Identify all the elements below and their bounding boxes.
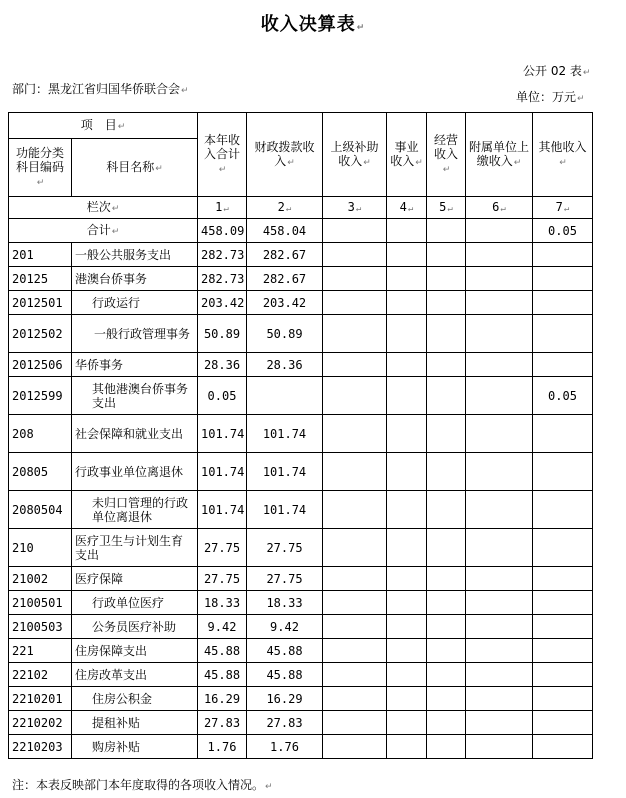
row-code: 21002 [9,567,72,591]
income-table [8,112,593,759]
row-affiliated [466,615,533,639]
superior-subsidy-header: 上级补助收入↵ [323,113,387,197]
row-name: 住房保障支出 [72,639,198,663]
table-row [9,267,593,291]
row-affiliated [466,529,533,567]
row-superior [323,353,387,377]
total-superior [323,219,387,243]
row-name: 购房补贴 [72,735,198,759]
row-affiliated [466,415,533,453]
row-name: 一般行政管理事务 [72,315,198,353]
row-total: 203.42 [198,291,247,315]
row-other [533,687,593,711]
fiscal-allocation-header: 财政拨款收入↵ [247,113,323,197]
row-total: 101.74 [198,491,247,529]
row-fiscal: 27.75 [247,567,323,591]
row-superior [323,453,387,491]
row-superior [323,415,387,453]
row-fiscal: 27.83 [247,711,323,735]
operating-income-header: 经营收入↵ [427,113,466,197]
row-operating [427,711,466,735]
row-affiliated [466,735,533,759]
row-name: 行政单位医疗 [72,591,198,615]
row-fiscal: 50.89 [247,315,323,353]
row-total: 282.73 [198,243,247,267]
row-fiscal: 203.42 [247,291,323,315]
row-affiliated [466,491,533,529]
row-operating [427,615,466,639]
row-name: 未归口管理的行政单位离退休 [72,491,198,529]
row-name: 住房公积金 [72,687,198,711]
row-name: 行政事业单位离退休 [72,453,198,491]
row-fiscal: 9.42 [247,615,323,639]
row-total: 1.76 [198,735,247,759]
row-affiliated [466,453,533,491]
row-total: 28.36 [198,353,247,377]
row-code: 221 [9,639,72,663]
row-business [387,267,427,291]
row-total: 282.73 [198,267,247,291]
business-income-header: 事业收入↵ [387,113,427,197]
table-note: 注：本表反映部门本年度取得的各项收入情况。↵ [12,778,273,792]
row-total: 27.75 [198,567,247,591]
row-code: 2210203 [9,735,72,759]
row-superior [323,663,387,687]
row-total: 27.83 [198,711,247,735]
row-superior [323,735,387,759]
row-name: 提租补贴 [72,711,198,735]
table-row [9,663,593,687]
column-number: 7↵ [533,197,593,219]
row-operating [427,291,466,315]
row-fiscal: 45.88 [247,663,323,687]
row-business [387,639,427,663]
row-total: 101.74 [198,415,247,453]
table-row [9,453,593,491]
row-name: 港澳台侨事务 [72,267,198,291]
column-number: 5↵ [427,197,466,219]
row-superior [323,567,387,591]
row-total: 45.88 [198,639,247,663]
row-business [387,291,427,315]
table-row [9,415,593,453]
row-affiliated [466,663,533,687]
row-fiscal: 282.67 [247,243,323,267]
row-code: 2100501 [9,591,72,615]
column-number-row [9,197,593,219]
row-operating [427,639,466,663]
table-row [9,291,593,315]
row-operating [427,529,466,567]
row-other [533,267,593,291]
row-other: 0.05 [533,377,593,415]
row-superior [323,377,387,415]
row-other [533,615,593,639]
row-name: 行政运行 [72,291,198,315]
row-operating [427,315,466,353]
row-name: 其他港澳台侨事务支出 [72,377,198,415]
row-total: 45.88 [198,663,247,687]
row-total: 0.05 [198,377,247,415]
row-other [533,711,593,735]
row-business [387,453,427,491]
row-operating [427,453,466,491]
row-other [533,415,593,453]
total-fiscal: 458.04 [247,219,323,243]
affiliated-income-header: 附属单位上缴收入↵ [466,113,533,197]
name-header: 科目名称↵ [72,139,198,197]
column-number: 3↵ [323,197,387,219]
code-header: 功能分类科目编码↵ [9,139,72,197]
row-affiliated [466,711,533,735]
row-name: 一般公共服务支出 [72,243,198,267]
row-other [533,639,593,663]
row-operating [427,243,466,267]
row-affiliated [466,267,533,291]
row-operating [427,591,466,615]
table-row [9,315,593,353]
row-operating [427,491,466,529]
row-fiscal: 101.74 [247,415,323,453]
row-other [533,735,593,759]
row-total: 50.89 [198,315,247,353]
row-code: 2080504 [9,491,72,529]
table-row [9,529,593,567]
row-name: 社会保障和就业支出 [72,415,198,453]
row-code: 2210202 [9,711,72,735]
row-other [533,491,593,529]
total-business [387,219,427,243]
row-total: 101.74 [198,453,247,491]
column-number: 1↵ [198,197,247,219]
total-income-header: 本年收入合计↵ [198,113,247,197]
row-code: 2210201 [9,687,72,711]
row-fiscal: 1.76 [247,735,323,759]
table-row [9,615,593,639]
row-total: 9.42 [198,615,247,639]
department-label: 部门：黑龙江省归国华侨联合会↵ [12,82,189,96]
row-business [387,315,427,353]
row-fiscal: 16.29 [247,687,323,711]
table-row [9,353,593,377]
row-business [387,243,427,267]
row-other [533,663,593,687]
row-superior [323,639,387,663]
row-fiscal: 18.33 [247,591,323,615]
row-code: 2012501 [9,291,72,315]
row-business [387,687,427,711]
row-operating [427,687,466,711]
row-code: 20805 [9,453,72,491]
row-affiliated [466,567,533,591]
table-row [9,591,593,615]
row-affiliated [466,243,533,267]
row-business [387,353,427,377]
row-fiscal: 282.67 [247,267,323,291]
row-superior [323,243,387,267]
row-business [387,735,427,759]
row-business [387,415,427,453]
page-title: 收入决算表↵ [260,14,366,35]
row-affiliated [466,687,533,711]
row-operating [427,267,466,291]
row-fiscal: 101.74 [247,491,323,529]
column-number: 2↵ [247,197,323,219]
row-other [533,567,593,591]
row-business [387,591,427,615]
column-number: 6↵ [466,197,533,219]
row-superior [323,711,387,735]
table-row [9,735,593,759]
row-fiscal: 28.36 [247,353,323,377]
row-other [533,529,593,567]
unit-label: 单位：万元↵ [516,90,585,104]
row-code: 2012502 [9,315,72,353]
row-superior [323,491,387,529]
row-code: 208 [9,415,72,453]
header-row [9,113,593,139]
form-number: 公开 02 表↵ [523,64,591,78]
row-affiliated [466,291,533,315]
row-affiliated [466,315,533,353]
row-operating [427,663,466,687]
total-other: 0.05 [533,219,593,243]
row-code: 2012506 [9,353,72,377]
table-row [9,567,593,591]
row-business [387,377,427,415]
row-superior [323,615,387,639]
row-name: 华侨事务 [72,353,198,377]
row-other [533,353,593,377]
row-superior [323,291,387,315]
table-row [9,491,593,529]
table-row [9,687,593,711]
row-affiliated [466,353,533,377]
row-operating [427,735,466,759]
table-row [9,639,593,663]
row-business [387,615,427,639]
item-header: 项 目↵ [9,113,198,139]
row-affiliated [466,639,533,663]
row-superior [323,315,387,353]
table-row [9,377,593,415]
row-affiliated [466,377,533,415]
row-name: 住房改革支出 [72,663,198,687]
other-income-header: 其他收入↵ [533,113,593,197]
row-other [533,453,593,491]
column-number: 4↵ [387,197,427,219]
row-name: 医疗保障 [72,567,198,591]
row-name: 医疗卫生与计划生育支出 [72,529,198,567]
row-superior [323,529,387,567]
row-code: 2100503 [9,615,72,639]
row-name: 公务员医疗补助 [72,615,198,639]
total-operating [427,219,466,243]
table-row [9,711,593,735]
row-total: 16.29 [198,687,247,711]
row-code: 22102 [9,663,72,687]
row-other [533,315,593,353]
row-operating [427,415,466,453]
row-operating [427,377,466,415]
total-amount: 458.09 [198,219,247,243]
row-other [533,591,593,615]
row-operating [427,567,466,591]
row-superior [323,267,387,291]
table-row [9,243,593,267]
row-fiscal: 27.75 [247,529,323,567]
row-fiscal: 45.88 [247,639,323,663]
total-row [9,219,593,243]
row-code: 20125 [9,267,72,291]
row-superior [323,591,387,615]
row-fiscal [247,377,323,415]
row-affiliated [466,591,533,615]
row-business [387,711,427,735]
row-superior [323,687,387,711]
row-total: 27.75 [198,529,247,567]
row-business [387,663,427,687]
column-label: 栏次↵ [9,197,198,219]
total-affiliated [466,219,533,243]
row-business [387,491,427,529]
row-total: 18.33 [198,591,247,615]
row-business [387,529,427,567]
row-code: 2012599 [9,377,72,415]
row-other [533,243,593,267]
row-other [533,291,593,315]
row-code: 201 [9,243,72,267]
row-operating [427,353,466,377]
row-code: 210 [9,529,72,567]
row-fiscal: 101.74 [247,453,323,491]
row-business [387,567,427,591]
total-label: 合计↵ [9,219,198,243]
